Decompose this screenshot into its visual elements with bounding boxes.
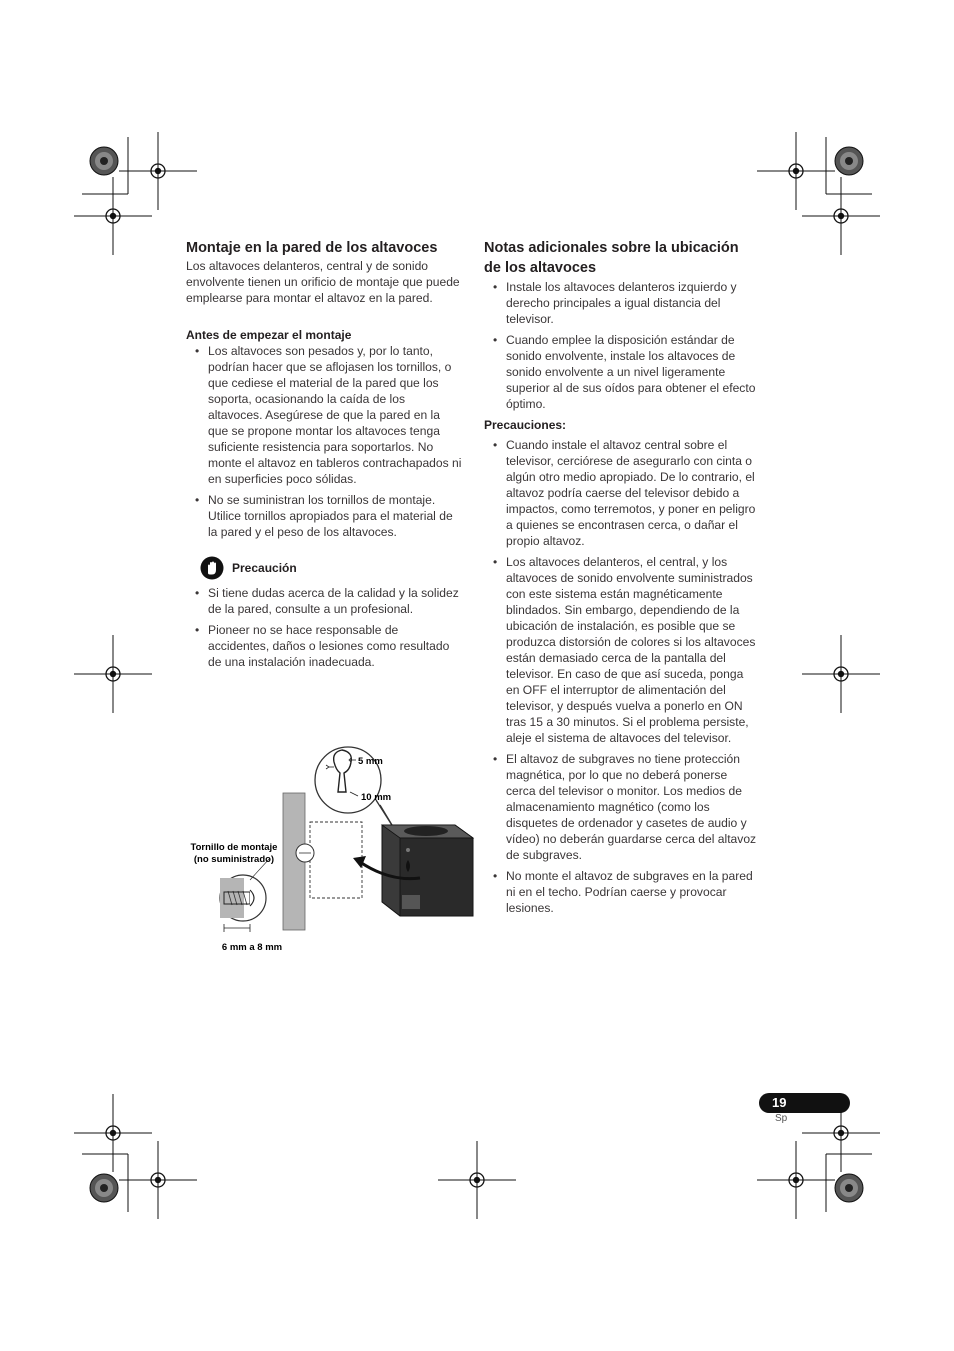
caution-heading: Precaución xyxy=(232,561,297,575)
notes-list xyxy=(484,279,760,412)
before-mounting-heading: Antes de empezar el montaje xyxy=(186,328,352,342)
list-item: • Los altavoces delanteros, el central, y los altavoces de sonido envolvente suministrados con este sistema están magnéticamente blindados. Sin embargo, dependiendo de la ubicación de instalación, es posible que se produzca distorsión de colores si los altavoces están demasiado cerca de la pantalla del televisor. En caso de que así suceda, ponga en OFF el interruptor de alimentación del televisor, y después vuelva a ponerlo en ON tras 15 a 30 minutos. Si el problema persiste, aleje el sistema de altavoces del televisor. xyxy=(484,554,760,746)
registration-wheel-icon xyxy=(90,147,118,175)
screw-label-line1: Tornillo de montaje xyxy=(190,842,278,853)
list-item: • Instale los altavoces delanteros izquierdo y derecho principales a igual distancia del televisor. xyxy=(484,279,760,327)
registration-cross-icon xyxy=(74,635,152,713)
caution-hand-icon xyxy=(200,556,224,580)
list-item: • Pioneer no se hace responsable de accidentes, daños o lesiones como resultado de una instalación inadecuada. xyxy=(186,622,462,670)
screw-label-line2: (no suministrado) xyxy=(193,854,275,865)
registration-wheel-icon xyxy=(90,1174,118,1202)
precautions-list xyxy=(484,437,760,916)
registration-cross-icon xyxy=(119,1141,197,1219)
registration-cross-icon xyxy=(802,635,880,713)
registration-wheel-icon xyxy=(835,147,863,175)
registration-cross-icon xyxy=(802,177,880,255)
registration-cross-icon xyxy=(438,1141,516,1219)
section-title-wall-mount: Montaje en la pared de los altavoces xyxy=(186,240,438,256)
list-item: • Cuando emplee la disposición estándar de sonido envolvente, instale los altavoces de sonido envolvente a un nivel ligeramente superior al de sus oídos para obtener el efecto óptimo. xyxy=(484,332,760,412)
dimension-label-10mm: 10 mm xyxy=(361,792,392,803)
registration-cross-icon xyxy=(757,1141,835,1219)
list-item: • El altavoz de subgraves no tiene protección magnética, por lo que no deberá ponerse cerca del televisor o monitor. Los medios de almacenamiento magnético (como los disquetes de ordenador y casetes de audio y vídeo) no deberán guardarse cerca del altavoz de subgraves. xyxy=(484,751,760,863)
registration-cross-icon xyxy=(757,132,835,210)
list-item: • Cuando instale el altavoz central sobre el televisor, cerciórese de asegurarlo con cinta o algún otro medio apropiado. De lo contrario, el altavoz podría caerse del televisor debido a impactos, como terremotos, y poner en peligro a quienes se encontrasen cerca, o dañar el propio altavoz. xyxy=(484,437,760,549)
dimension-label-5mm: 5 mm xyxy=(358,756,383,767)
list-item: • No se suministran los tornillos de montaje. Utilice tornillos apropiados para el material de la pared y el peso de los altavoces. xyxy=(186,492,462,540)
registration-cross-icon xyxy=(74,1094,152,1172)
page-number-badge xyxy=(759,1093,850,1113)
before-mounting-list xyxy=(186,343,462,540)
registration-cross-icon xyxy=(119,132,197,210)
section-title-additional-notes xyxy=(484,238,760,278)
registration-cross-icon xyxy=(74,177,152,255)
wall-mount-intro: Los altavoces delanteros, central y de sonido envolvente tienen un orificio de montaje que puede emplearse para montar el altavoz en la pared. xyxy=(186,259,460,305)
precautions-heading: Precauciones: xyxy=(484,418,567,432)
caution-list xyxy=(186,585,462,670)
caution-header xyxy=(186,556,462,580)
section-title-line1: Notas adicionales sobre la ubicación xyxy=(484,240,739,256)
list-item: • Los altavoces son pesados y, por lo tanto, podrían hacer que se aflojasen los tornillos, o que cediese el material de la pared que los soporta, ocasionando la caída de los altavoces. Asegúrese de que la pared en la que se propone montar los altavoces tenga suficiente resistencia para soportarlos. No monte el altavoz en tableros contrachapados ni en superficies poco sólidas. xyxy=(186,343,462,487)
right-column xyxy=(484,238,760,921)
screw-length-label: 6 mm a 8 mm xyxy=(221,942,283,953)
language-code: Sp xyxy=(775,1113,788,1124)
list-item: • No monte el altavoz de subgraves en la pared ni en el techo. Podrían caerse y provocar lesiones. xyxy=(484,868,760,916)
registration-wheel-icon xyxy=(835,1174,863,1202)
list-item: • Si tiene dudas acerca de la calidad y la solidez de la pared, consulte a un profesional. xyxy=(186,585,462,617)
page-number: 19 xyxy=(772,1095,787,1110)
wall-mount-illustration xyxy=(180,730,480,960)
left-column xyxy=(186,238,462,675)
section-title-line2: de los altavoces xyxy=(484,260,597,276)
mount-outline xyxy=(310,822,362,898)
